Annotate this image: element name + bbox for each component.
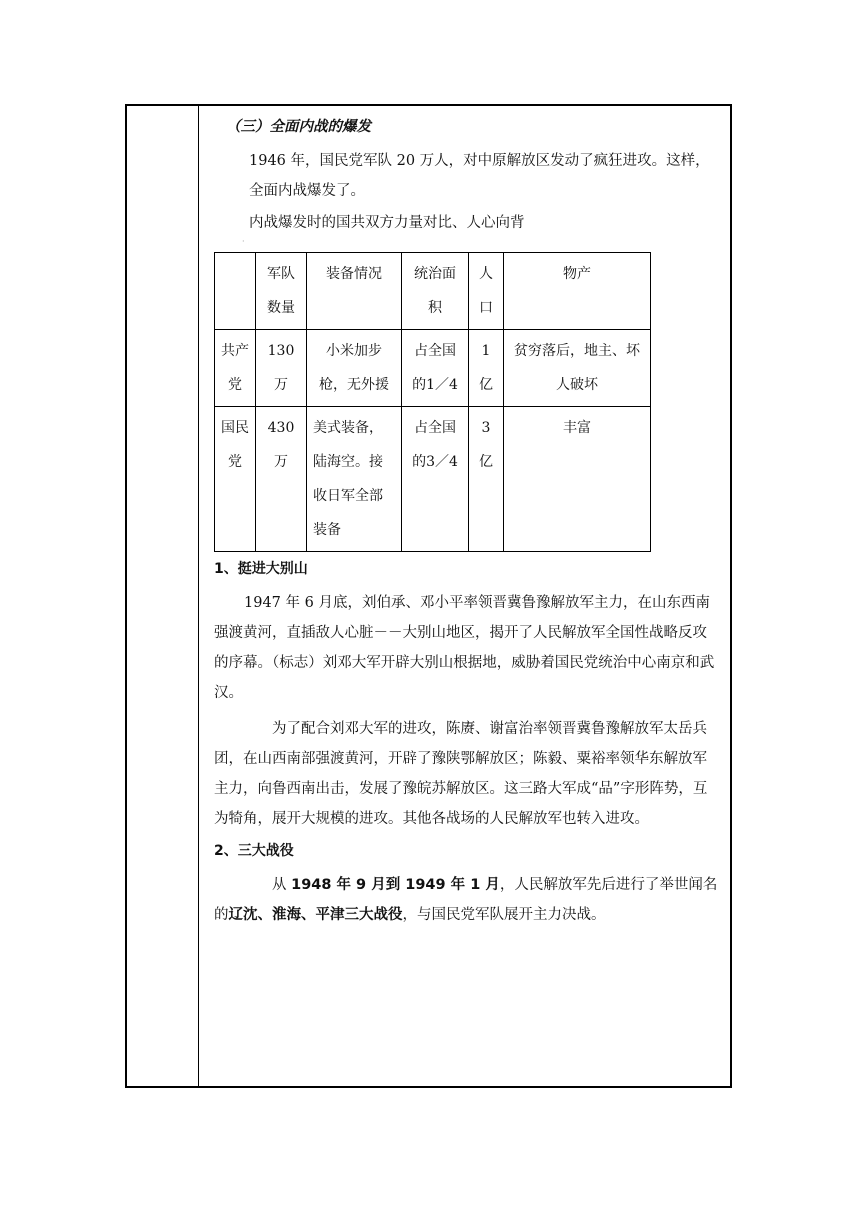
table-cell: 占全国的1／4 bbox=[402, 330, 469, 407]
table-header-cell: 人口 bbox=[469, 253, 504, 330]
table-cell: 430万 bbox=[256, 407, 307, 552]
table-cell: 1 亿 bbox=[469, 330, 504, 407]
table-cell: 美式装备，陆海空。接收日军全部装备 bbox=[307, 407, 402, 552]
paragraph-three-campaigns bbox=[214, 870, 718, 930]
paragraph-mark: · bbox=[242, 237, 245, 246]
table-row bbox=[215, 330, 651, 407]
table-cell: 占全国的3／4 bbox=[402, 407, 469, 552]
table-cell: 国民党 bbox=[215, 407, 256, 552]
comparison-caption: 内战爆发时的国共双方力量对比、人心向背 bbox=[249, 215, 525, 231]
heading-dabieshan: 1、挺进大别山 bbox=[214, 561, 308, 577]
table-header-cell: 统治面积 bbox=[402, 253, 469, 330]
table-header-cell: 物产 bbox=[504, 253, 651, 330]
paragraph-three-armies: 为了配合刘邓大军的进攻，陈赓、谢富治率领晋冀鲁豫解放军太岳兵团，在山西南部强渡黄河，开辟了豫陕鄂解放区；陈毅、粟裕率领华东解放军主力，向鲁西南出击，发展了豫皖苏解放区。这三路大军成“品”字形阵势，互为犄角，展开大规模的进攻。其他各战场的人民解放军也转入进攻。 bbox=[214, 721, 708, 827]
table-header-cell: 军队数量 bbox=[256, 253, 307, 330]
table-cell: 130万 bbox=[256, 330, 307, 407]
table-header-cell: 装备情况 bbox=[307, 253, 402, 330]
column-divider bbox=[198, 104, 199, 1088]
table-cell: 贫穷落后，地主、坏人破坏 bbox=[504, 330, 651, 407]
table-cell: 共产党 bbox=[215, 330, 256, 407]
bold-dates: 1948 年 9 月到 1949 年 1 月 bbox=[291, 877, 500, 893]
text-segment: 从 bbox=[272, 877, 292, 893]
section-title: （三）全面内战的爆发 bbox=[226, 119, 371, 135]
text-segment: ，与国民党军队展开主力决战。 bbox=[402, 907, 606, 923]
table-cell: 小米加步枪，无外援 bbox=[307, 330, 402, 407]
table-cell: 丰富 bbox=[504, 407, 651, 552]
table-header-cell bbox=[215, 253, 256, 330]
intro-line-1: 1946 年，国民党军队 20 万人，对中原解放区发动了疯狂进攻。这样， bbox=[249, 153, 710, 169]
intro-line-2: 全面内战爆发了。 bbox=[249, 183, 365, 199]
table-row bbox=[215, 407, 651, 552]
table-cell: 3 亿 bbox=[469, 407, 504, 552]
heading-three-campaigns: 2、三大战役 bbox=[214, 843, 294, 859]
document-content bbox=[214, 112, 718, 930]
text-segment: ，人民解放军先后进行了举世闻名的 bbox=[214, 877, 718, 923]
table-header-row bbox=[215, 253, 651, 330]
paragraph-dabieshan: 1947 年 6 月底，刘伯承、邓小平率领晋冀鲁豫解放军主力，在山东西南强渡黄河，直插敌人心脏－－大别山地区，揭开了人民解放军全国性战略反攻的序幕。（标志）刘邓大军开辟大别山根据地，威胁着国民党统治中心南京和武汉。 bbox=[214, 595, 715, 701]
comparison-table bbox=[214, 252, 651, 552]
bold-campaigns: 辽沈、淮海、平津三大战役 bbox=[228, 907, 403, 923]
